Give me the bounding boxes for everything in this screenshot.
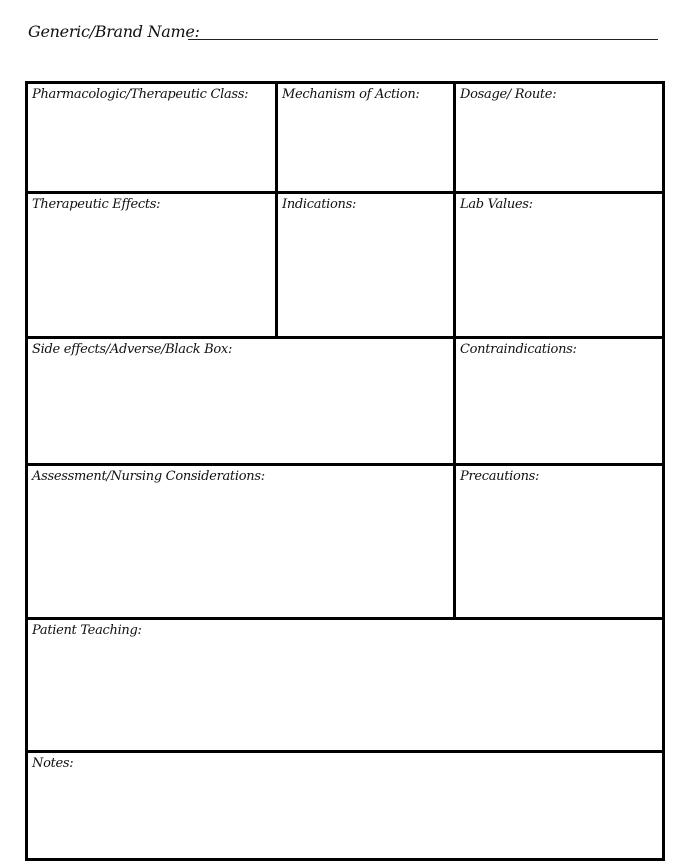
assessment-box[interactable] <box>25 463 456 620</box>
indications-label: Indications: <box>282 197 357 212</box>
assessment-label: Assessment/Nursing Considerations: <box>32 469 265 484</box>
lab-values-label: Lab Values: <box>460 197 533 212</box>
dosage-box[interactable] <box>453 81 665 194</box>
precautions-label: Precautions: <box>460 469 540 484</box>
lab-values-box[interactable] <box>453 191 665 339</box>
indications-box[interactable] <box>275 191 456 339</box>
patient-teaching-box[interactable] <box>25 617 665 753</box>
name-field-label: Generic/Brand Name: <box>28 22 200 41</box>
notes-label: Notes: <box>32 756 74 771</box>
precautions-box[interactable] <box>453 463 665 620</box>
side-effects-box[interactable] <box>25 336 456 466</box>
side-effects-label: Side effects/Adverse/Black Box: <box>32 342 233 357</box>
dosage-label: Dosage/ Route: <box>460 87 557 102</box>
contraindications-label: Contraindications: <box>460 342 577 357</box>
pharm-class-label: Pharmacologic/Therapeutic Class: <box>32 87 249 102</box>
therapeutic-effects-label: Therapeutic Effects: <box>32 197 161 212</box>
pharm-class-box[interactable] <box>25 81 278 194</box>
therapeutic-effects-box[interactable] <box>25 191 278 339</box>
mechanism-label: Mechanism of Action: <box>282 87 420 102</box>
mechanism-box[interactable] <box>275 81 456 194</box>
contraindications-box[interactable] <box>453 336 665 466</box>
patient-teaching-label: Patient Teaching: <box>32 623 142 638</box>
notes-box[interactable] <box>25 750 665 861</box>
